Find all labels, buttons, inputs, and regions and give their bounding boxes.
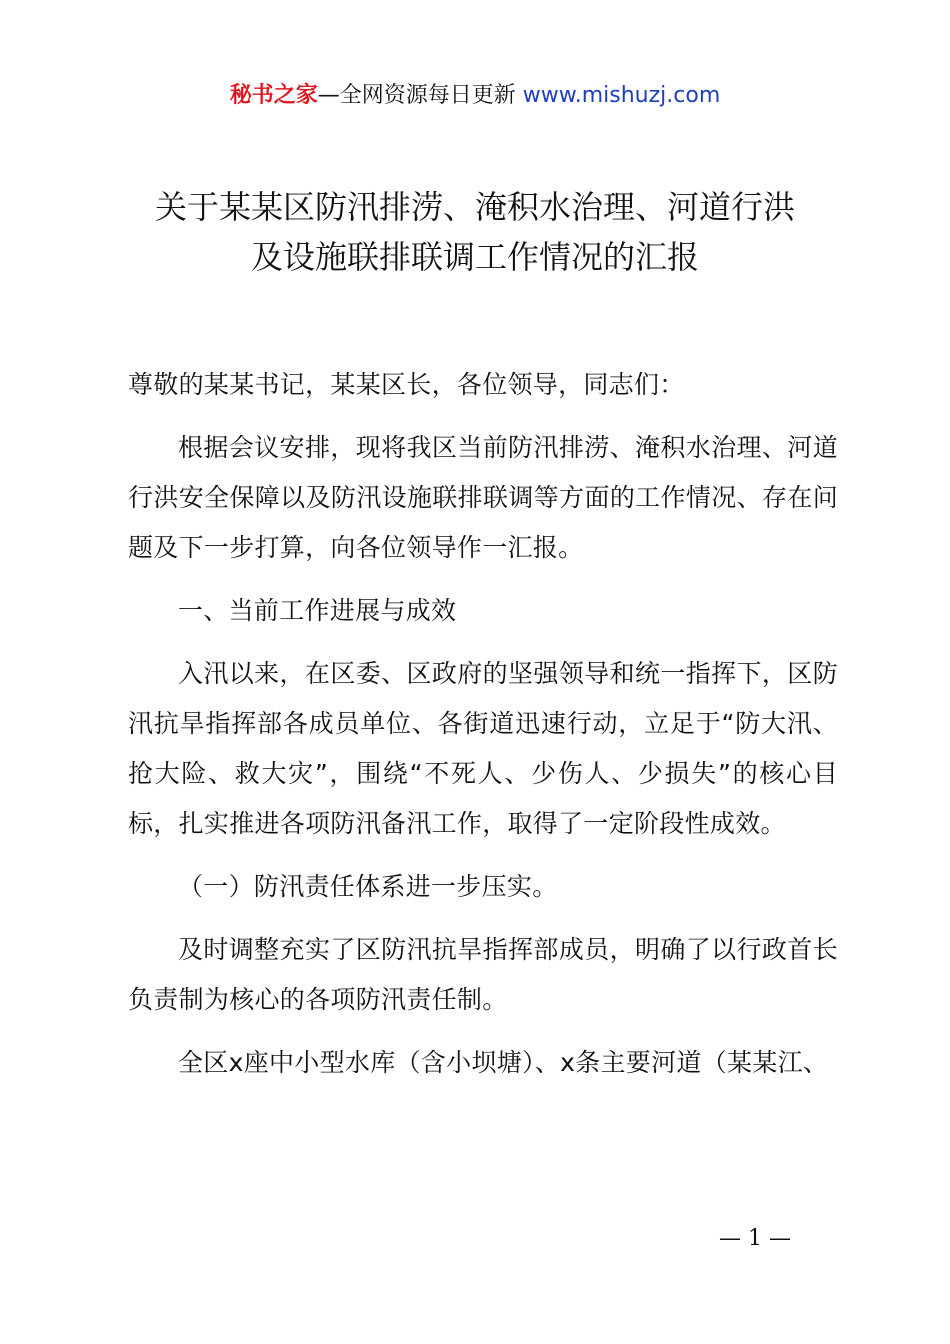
paragraph-reservoirs: 全区x座中小型水库（含小坝塘）、x条主要河道（某某江、 — [178, 1048, 829, 1077]
document-title — [0, 182, 950, 282]
banner-url-link[interactable]: www.mishuzj.com — [522, 83, 721, 108]
paragraph-responsibility: 及时调整充实了区防汛抗旱指挥部成员，明确了以行政首长负责制为核心的各项防汛责任制。 — [128, 935, 838, 1014]
paragraph-progress: 入汛以来，在区委、区政府的坚强领导和统一指挥下，区防汛抗旱指挥部各成员单位、各街道迅速行动，立足于“防大汛、抢大险、救大灾”，围绕“不死人、少伤人、少损失”的核心目标，扎实推进各项防汛备汛工作，取得了一定阶段性成效。 — [128, 659, 838, 838]
paragraph-intro: 根据会议安排，现将我区当前防汛排涝、淹积水治理、河道行洪安全保障以及防汛设施联排联调等方面的工作情况、存在问题及下一步打算，向各位领导作一汇报。 — [128, 433, 838, 562]
title-line-1: 关于某某区防汛排涝、淹积水治理、河道行洪 — [154, 188, 795, 226]
title-line-2: 及设施联排联调工作情况的汇报 — [250, 238, 699, 276]
banner-tagline: —全网资源每日更新 — [317, 83, 516, 108]
salutation: 尊敬的某某书记，某某区长，各位领导，同志们： — [128, 370, 685, 399]
section-heading-1: 一、当前工作进展与成效 — [178, 596, 457, 625]
banner-brand: 秘书之家 — [229, 83, 318, 108]
document-body — [128, 360, 838, 1101]
site-banner — [0, 80, 950, 112]
subsection-heading-1: （一）防汛责任体系进一步压实。 — [178, 872, 558, 901]
page-number: — 1 — — [719, 1226, 791, 1251]
